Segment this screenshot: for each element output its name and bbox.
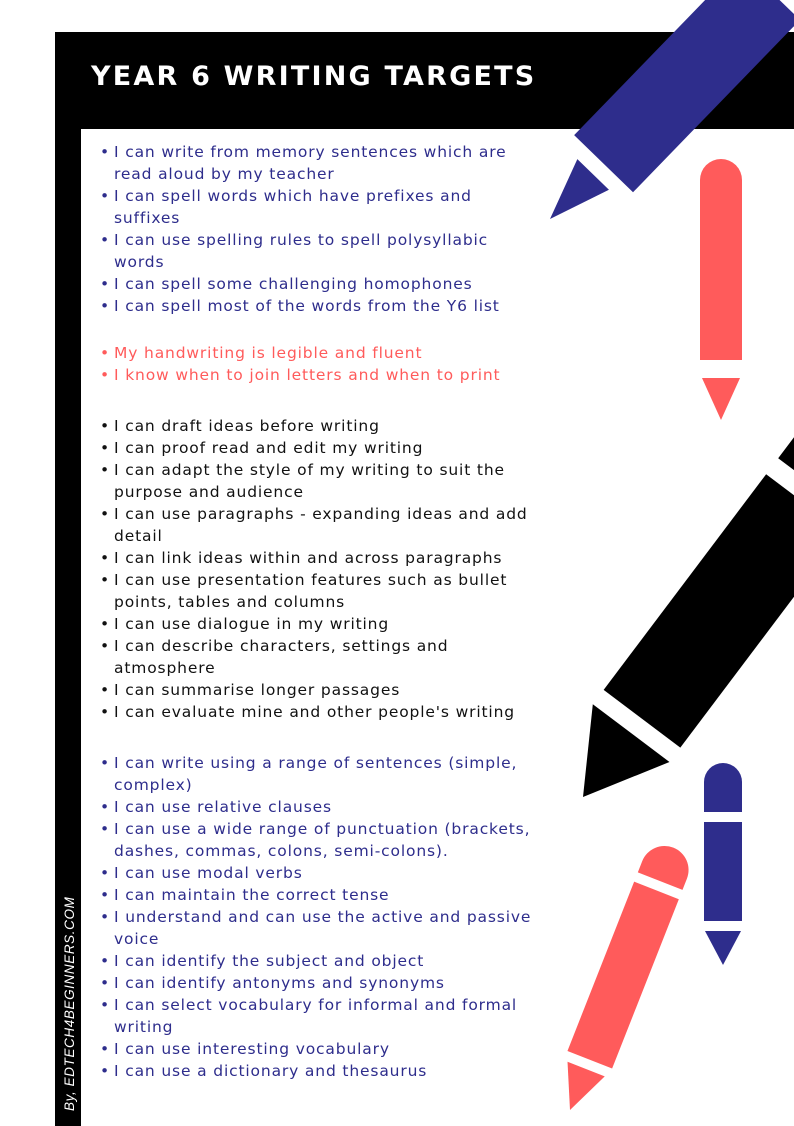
list-item: • I can use presentation features such as bullet points, tables and columns — [114, 569, 534, 613]
list-item: • I can identify antonyms and synonyms — [114, 972, 554, 994]
list-item: • I can spell some challenging homophones — [114, 273, 534, 295]
list-item: • My handwriting is legible and fluent — [114, 342, 534, 364]
list-item: • I can proof read and edit my writing — [114, 437, 534, 459]
pencil-icon — [545, 386, 794, 826]
list-item: • I can use a wide range of punctuation (brackets, dashes, commas, colons, semi-colons). — [114, 818, 554, 862]
pencil-icon — [704, 763, 742, 965]
list-item: • I understand and can use the active and passive voice — [114, 906, 554, 950]
pencil-icon — [521, 0, 794, 248]
list-item: • I know when to join letters and when to print — [114, 364, 534, 386]
list-item: • I can use dialogue in my writing — [114, 613, 534, 635]
list-item: • I can use interesting vocabulary — [114, 1038, 554, 1060]
pencil-icon — [700, 159, 742, 420]
page-title: YEAR 6 WRITING TARGETS — [91, 61, 537, 92]
list-item: • I can write using a range of sentences (simple, complex) — [114, 752, 554, 796]
list-item: • I can use relative clauses — [114, 796, 554, 818]
list-item: • I can describe characters, settings and atmosphere — [114, 635, 534, 679]
list-item: • I can summarise longer passages — [114, 679, 534, 701]
list-item: • I can evaluate mine and other people's writing — [114, 701, 534, 723]
list-item: • I can spell most of the words from the Y6 list — [114, 295, 534, 317]
list-item: • I can use spelling rules to spell polysyllabic words — [114, 229, 534, 273]
list-item: • I can adapt the style of my writing to suit the purpose and audience — [114, 459, 534, 503]
list-item: • I can use paragraphs - expanding ideas and add detail — [114, 503, 534, 547]
list-item: • I can draft ideas before writing — [114, 415, 534, 437]
list-item: • I can identify the subject and object — [114, 950, 554, 972]
list-item: • I can maintain the correct tense — [114, 884, 554, 906]
list-item: • I can select vocabulary for informal and formal writing — [114, 994, 554, 1038]
list-item: • I can use modal verbs — [114, 862, 554, 884]
pencil-icon — [548, 839, 696, 1119]
list-item: • I can write from memory sentences which are read aloud by my teacher — [114, 141, 534, 185]
list-item: • I can link ideas within and across paragraphs — [114, 547, 534, 569]
list-item: • I can use a dictionary and thesaurus — [114, 1060, 554, 1082]
author-credit: By, EDTECH4BEGINNERS.COM — [62, 896, 77, 1111]
list-item: • I can spell words which have prefixes and suffixes — [114, 185, 534, 229]
